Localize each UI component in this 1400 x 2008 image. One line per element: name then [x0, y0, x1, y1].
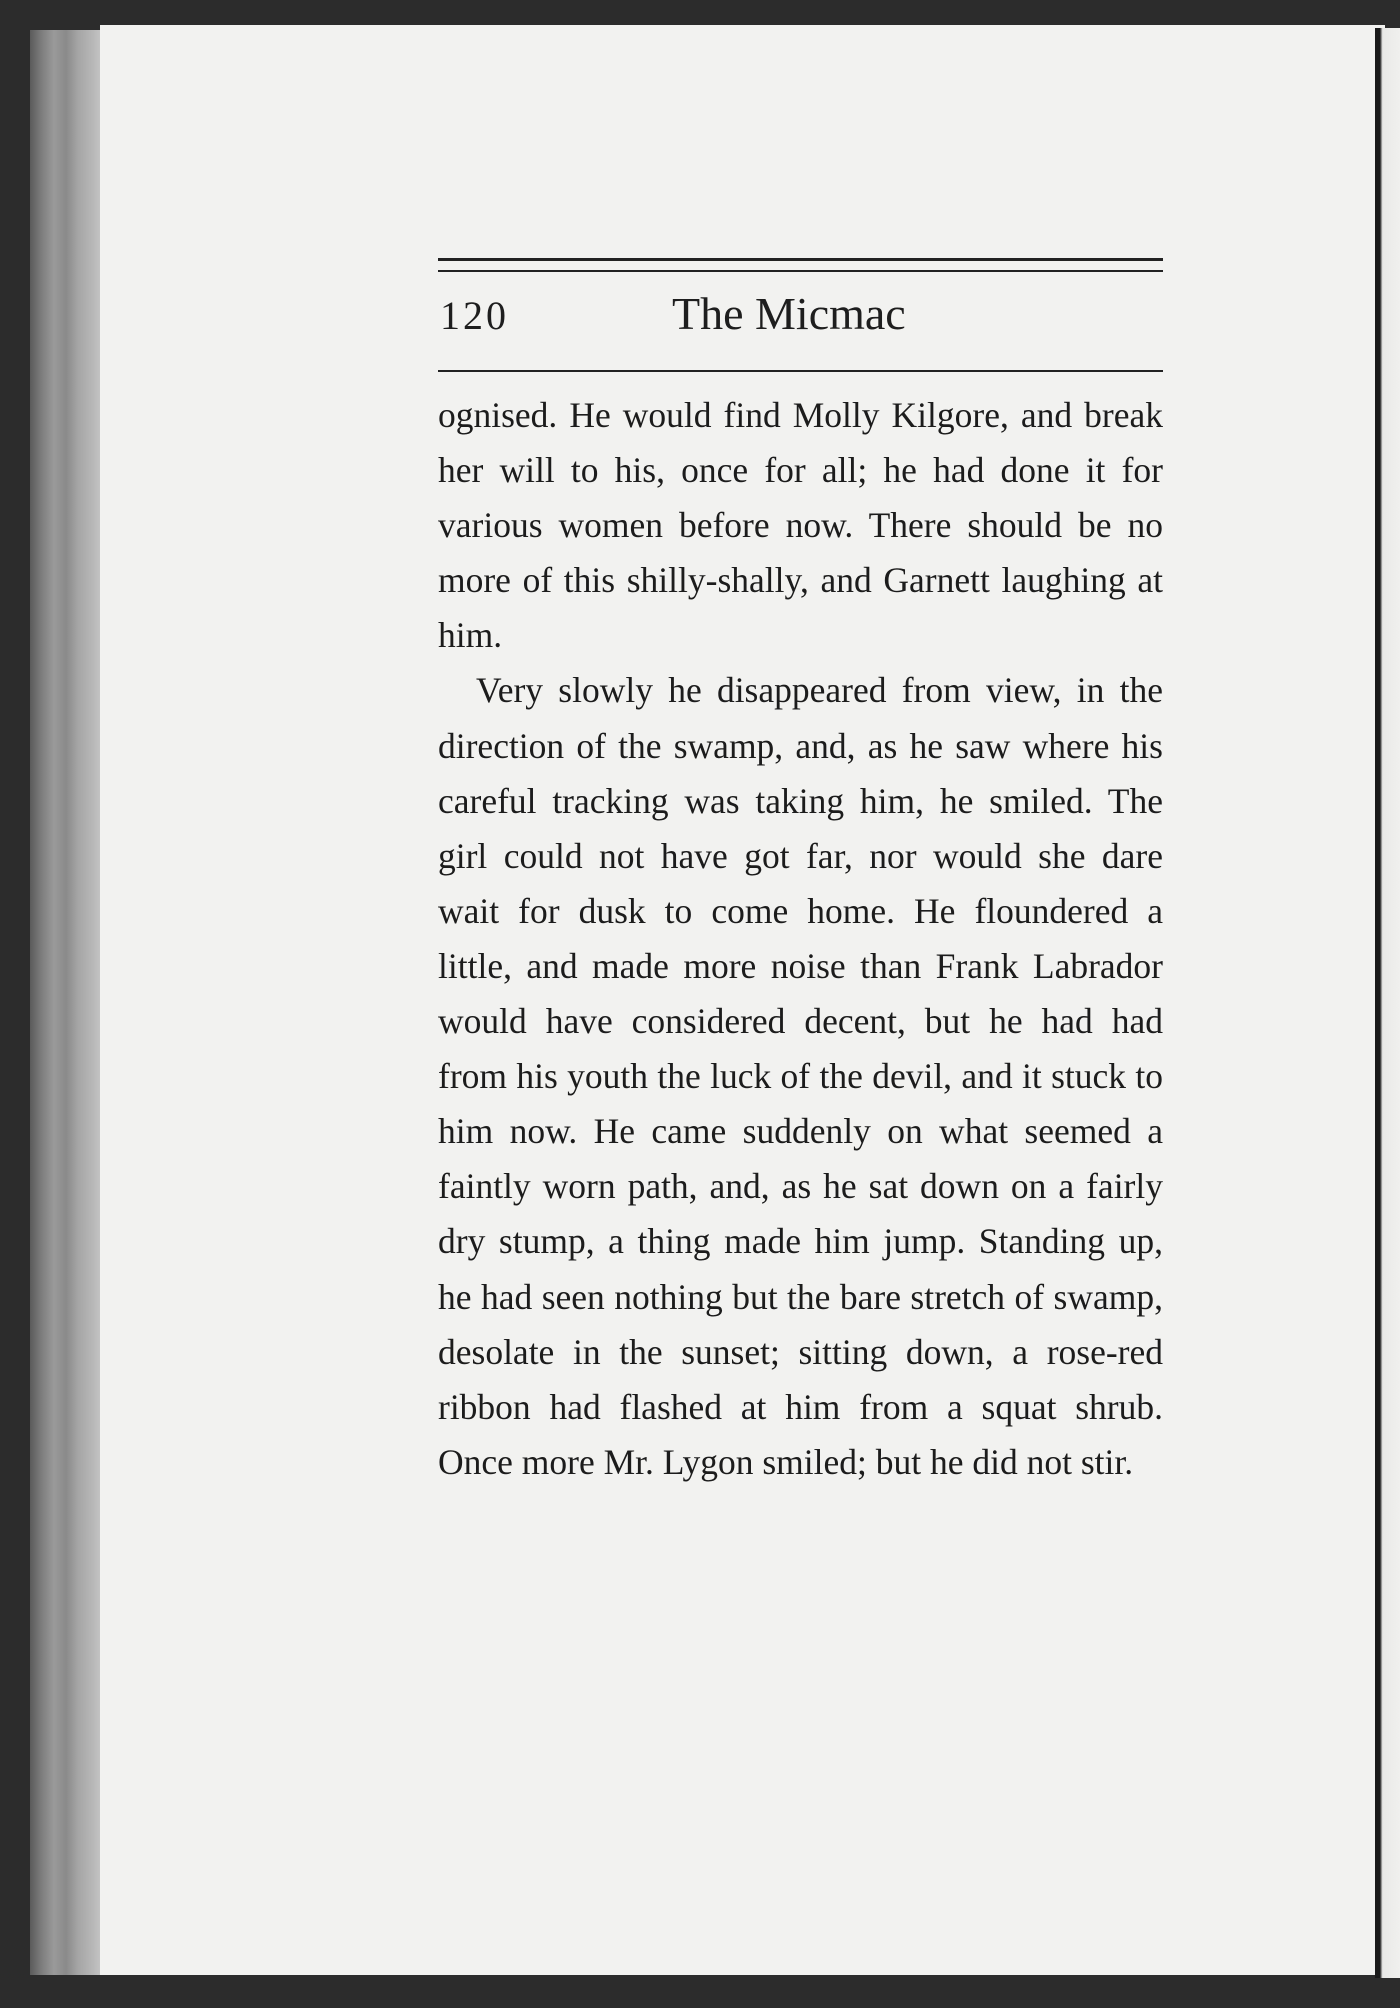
paragraph-1: ognised. He would find Molly Kilgore, and break her will to his, once for all; he had done it for various women before now. There should be no more of this shilly-shally, and Garnett laughing at him.: [438, 395, 1163, 656]
header-underline-rule: [438, 370, 1163, 372]
running-title: The Micmac: [672, 288, 906, 339]
header-double-rule-bottom: [438, 270, 1163, 272]
header-double-rule-top: [438, 258, 1163, 261]
page-number: 120: [440, 293, 509, 338]
book-page-edges: [30, 30, 110, 1975]
facing-page-edge: [1375, 28, 1400, 1978]
paragraph-2: Very slowly he disappeared from view, in the direction of the swamp, and, as he saw where his careful tracking was taking him, he smiled. The girl could not have got far, nor would she dare wait for dusk to come home. He floundered a little, and made more noise than Frank Labrador would have considered decent, but he had had from his youth the luck of the devil, and it stuck to him now. He came suddenly on what seemed a faintly worn path, and, as he sat down on a fairly dry stump, a thing made him jump. Standing up, he had seen nothing but the bare stretch of swamp, desolate in the sunset; sitting down, a rose-red ribbon had flashed at him from a squat shrub. Once more Mr. Lygon smiled; but he did not stir.: [438, 670, 1163, 1482]
body-text: [438, 388, 1163, 1490]
